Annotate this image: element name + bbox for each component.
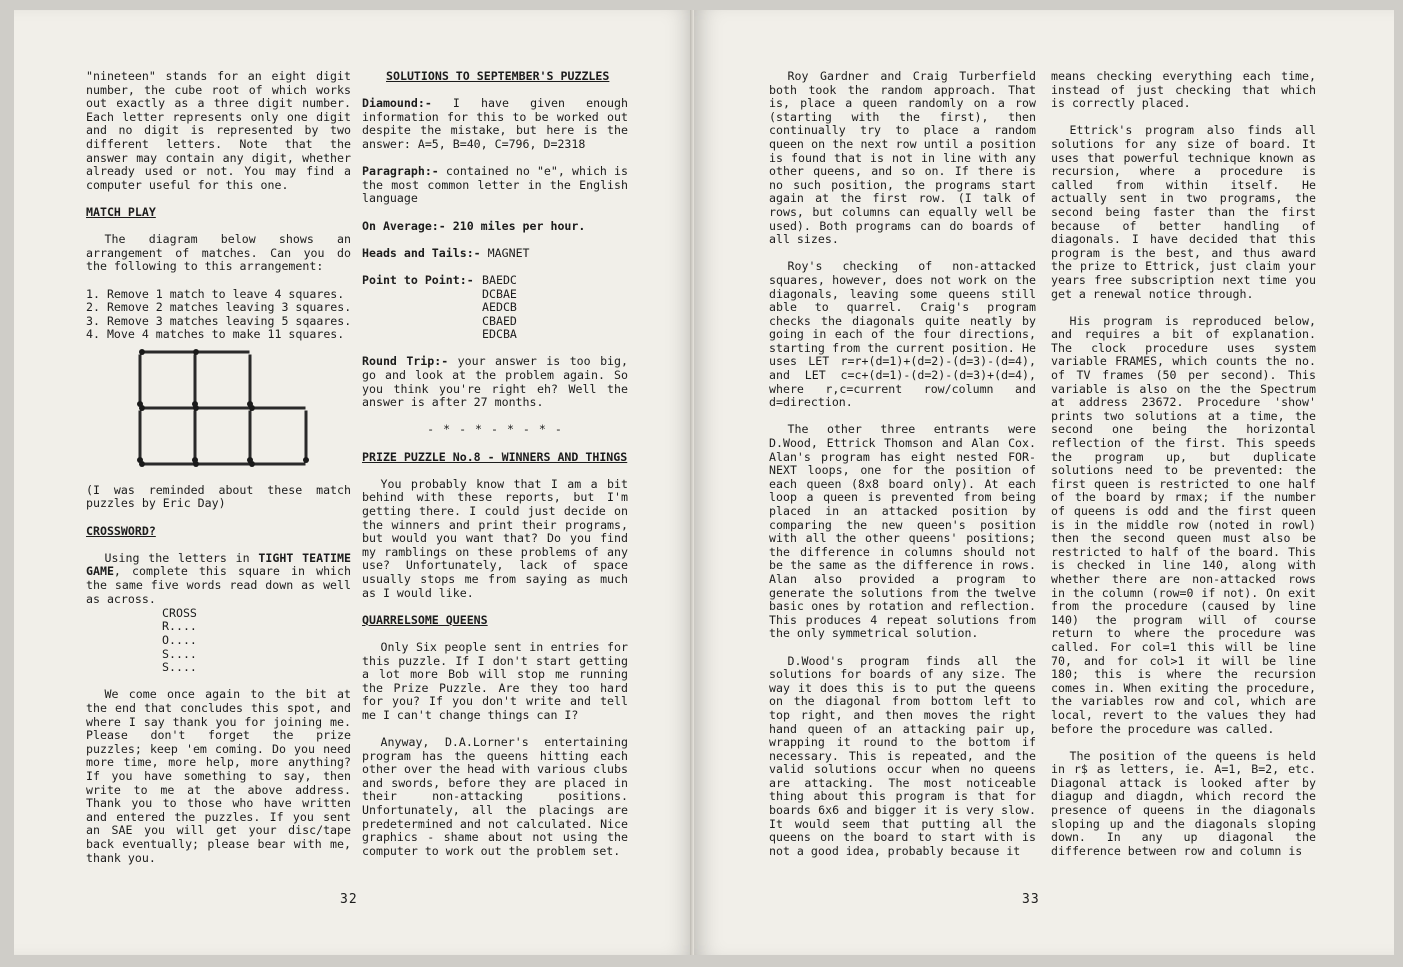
step-3: 3. Remove 3 matches leaving 5 sqaares. (86, 313, 352, 328)
other-entrants-text: The other three entrants were D.Wood, Ettrick Thomson and Alan Cox. Alan's program has eight nested FOR-NEXT loops, one for the position of each queen (8x8 board only). At each loop a queen is prevented from being placed in an attacked position by comparing the new queen's position with all the other queens' positions; the difference in columns should not be the same as the difference in rows. Alan also provided a program to generate the solutions from the twelve basic ones by rotation and reflection. This produces 4 repeat solutions from the only symmetrical solution. (769, 422, 1036, 641)
grid-row-5: S.... (162, 660, 197, 675)
point-value-5: EDCBA (482, 327, 517, 342)
left-column-1 (86, 70, 351, 879)
paragraph-solution (362, 165, 628, 206)
point-value-3: AEDCB (482, 300, 517, 315)
point-value-1: BAEDC (482, 272, 517, 287)
puzzle-intro: "nineteen" stands for an eight digit number, the cube root of which works out exactly as a three digit number. Each letter represents only one digit and no digit is represented by two different letters. Note that the answer may contain any digit, whether already used or not. You may find a computer useful for this one. (86, 69, 351, 192)
step-2: 2. Remove 2 matches leaving 3 squares. (86, 300, 352, 315)
heads-tails-solution (362, 247, 628, 261)
queens-heading: QUARRELSOME QUEENS (362, 612, 488, 627)
match-play-heading: MATCH PLAY (86, 204, 156, 219)
grid-row-1: CROSS (162, 605, 197, 620)
checking-continuation: means checking everything each time, instead of just checking that which is correctly placed. (1051, 69, 1316, 111)
paragraph-label: Paragraph:- (362, 164, 439, 179)
grid-row-2: R.... (162, 619, 197, 634)
section-divider: - * - * - * - * - (427, 422, 563, 437)
crossword-heading: CROSSWORD? (86, 523, 156, 538)
point-to-point-solution (362, 274, 628, 342)
crossword-text-post: , complete this square in which the same five words read down as well as across. (86, 564, 351, 606)
closing-text: We come once again to the bit at the end that concludes this spot, and where I say thank you for joining me. Please don't forget the prize puzzles; keep 'em coming. Do you need more time, more help, more anything? If you have something to say, then write to me at the above address. Thank you to those who have written and entered the puzzles. If you sent an SAE you will get your disc/tape back eventually; please bear with me, thank you. (86, 687, 351, 865)
match-play-text: The diagram below shows an arrangement of matches. Can you do the following to this arrangement: (86, 232, 351, 274)
point-value-2: DCBAE (482, 286, 517, 301)
crossword-text-pre: Using the letters in (104, 550, 259, 565)
queens-text-2: Anyway, D.A.Lorner's entertaining program has the queens hitting each other over the head with various clubs and swords, before they are placed in their non-attacking positions. Unfortunately, all the placings are predetermined and not calculated. Nice graphics - shame about not using the computer to work out the problem set. (362, 735, 628, 858)
round-label: Round Trip:- (362, 354, 449, 369)
crossword-game-name: TIGHT TEATIME GAME (86, 550, 351, 579)
right-page (694, 10, 1394, 955)
round-trip-solution (362, 355, 628, 409)
round-text: your answer is too big, go and look at the problem again. So you think you're right eh? Well the answer is after 27 months. (362, 354, 628, 410)
crossword-text (86, 552, 351, 606)
program-explanation-text: His program is reproduced below, and requires a bit of explanation. The clock procedure uses system variable FRAMES, which counts the no. of TV frames (50 per second). This variable is also on the the Spectrum at address 23672. Procedure 'show' prints two solutions at a time, the second one being the horizontal reflection of the first. This speeds the program up, but duplicate solutions need to be prevented: the first queen is restricted to one half of the board by rmax; if the number of queens is odd and the first queen is in the middle row (noted in rowl) then the second queen must also be restricted to half of the board. This is checked in line 140, along with whether there are non-attacked rows in the column (row=0 if not). On exit from the procedure (caused by line 140) the program will of course return to where the procedure was called. For col=1 this will be line 70, and for col>1 it will be line 180; this is where the recursion comes in. When exiting the procedure, the variables row and col, which are local, revert to the values they had before the procedure was called. (1051, 313, 1316, 736)
grid-row-3: O.... (162, 633, 197, 647)
match-reminder: (I was reminded about these match puzzles by Eric Day) (86, 482, 351, 511)
point-values (482, 274, 628, 342)
solutions-heading: SOLUTIONS TO SEPTEMBER'S PUZZLES (386, 69, 610, 83)
grid-row-4: S.... (162, 646, 197, 661)
point-value-4: CBAED (482, 313, 517, 328)
step-1: 1. Remove 1 match to leave 4 squares. (86, 286, 345, 301)
heads-label: Heads and Tails:- (362, 245, 481, 260)
matches-diagram (132, 346, 312, 476)
right-column-2 (1051, 70, 1316, 872)
page-number-left: 32 (340, 892, 358, 907)
point-label: Point to Point:- (362, 272, 474, 287)
diamond-label: Diamound:- (362, 96, 432, 111)
crossword-grid (162, 607, 351, 675)
prize-text: You probably know that I am a bit behind with these reports, but I'm getting there. I could just decide on the winners and print their programs, but would you want that? Do you find my ramblings on these problems of any use? Unfortunately, lack of space usually stops me from saying as much as I would like. (362, 476, 628, 600)
ettrick-program-text: Ettrick's program also finds all solutions for any size of board. It uses that powerful technique known as recursion, where a procedure is called from within itself. He actually sent in two programs, the second being faster than the first because of better handling of diagonals. I have decided that this program is the best, and thus award the prize to Ettrick, just claim your years free subscription next time you get a renewal notice through. (1051, 123, 1316, 301)
prize-heading: PRIZE PUZZLE No.8 - WINNERS AND THINGS (362, 449, 628, 464)
random-approach-text: Roy Gardner and Craig Turberfield both took the random approach. That is, place a queen randomly on a row (starting with the first), then continually try to place a random queen on the next row until a position is found that is not in line with any other queens, and so on. If there is no such position, the programs start again at the first row. (I talk of rows, but columns can equally well be used). Both programs can do boards of all sizes. (769, 69, 1036, 247)
page-number-right: 33 (1022, 892, 1040, 907)
dwood-program-text: D.Wood's program finds all the solutions for boards of any size. The way it does this is to put the queens on the diagonal from bottom left to top right, and then moves the right hand queen of an attacking pair up, wrapping it round to the bottom if necessary. This is repeated, and the valid solutions occur when no queens are attacking. The most noticeable thing about this program is that for boards 6x6 and bigger it is very slow. It would seem that putting all the queens on the board to start with is not a good idea, probably because it (769, 653, 1036, 858)
queens-position-text: The position of the queens is held in r$ as letters, ie. A=1, B=2, etc. Diagonal attack is looked after by diagup and diagdn, which record the presence of queens in the diagonals sloping up and the diagonals sloping down. In any up diagonal the difference between row and column is (1051, 748, 1316, 858)
left-column-2 (362, 70, 628, 872)
heads-text: MAGNET (480, 245, 530, 260)
diamond-text: I have given enough information for this to be worked out despite the mistake, but here is the answer: A=5, B=40, C=796, D=2318 (362, 96, 628, 151)
right-column-1 (769, 70, 1036, 872)
average-solution: On Average:- 210 miles per hour. (362, 218, 586, 233)
left-page (14, 10, 694, 955)
paragraph-text: contained no "e", which is the most common letter in the English language (362, 164, 628, 206)
queens-text-1: Only Six people sent in entries for this puzzle. If I don't start getting a lot more Bob will stop me running the Prize Puzzle. Are they too hard for you? If you don't write and tell me I can't change things can I? (362, 639, 628, 722)
step-4: 4. Move 4 matches to make 11 squares. (86, 327, 345, 342)
diamond-solution (362, 97, 628, 151)
match-steps (86, 288, 351, 342)
roy-checking-text: Roy's checking of non-attacked squares, however, does not work on the diagonals, leaving some queens still able to quarrel. Craig's program checks the diagonals quite neatly by going in each of the four directions, starting from the current position. He uses LET r=r+(d=1)+(d=2)-(d=3)-(d=4), and LET c=c+(d=1)-(d=2)-(d=3)+(d=4), where r,c=current row/column and d=direction. (769, 259, 1036, 410)
